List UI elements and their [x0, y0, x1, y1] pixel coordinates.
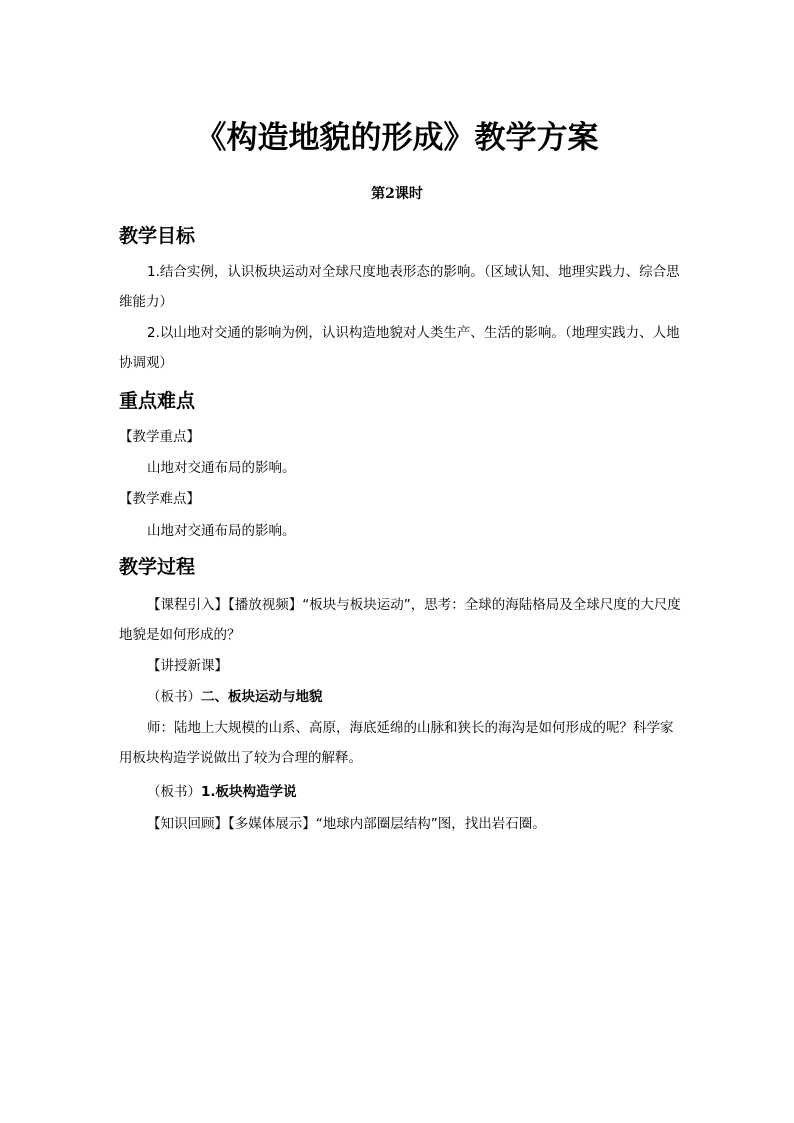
board-note-1-prefix: （板书）	[147, 689, 201, 705]
objective-item-2: 2.以山地对交通的影响为例，认识构造地貌对人类生产、生活的影响。（地理实践力、人地协调观）	[119, 325, 680, 371]
lesson-period: 第2课时	[371, 186, 423, 202]
key-points-heading: 重点难点	[119, 390, 196, 412]
difficulty-label: 【教学难点】	[119, 491, 200, 507]
board-note-1-text: 二、板块运动与地貌	[201, 689, 323, 705]
document-title: 《构造地貌的形成》教学方案	[195, 120, 599, 156]
new-lesson-label: 【讲授新课】	[147, 658, 228, 674]
focus-text: 山地对交通布局的影响。	[147, 460, 296, 476]
focus-label: 【教学重点】	[119, 429, 200, 445]
board-note-2-text: 1.板块构造学说	[201, 784, 297, 800]
process-heading: 教学过程	[119, 556, 196, 578]
board-note-2-prefix: （板书）	[147, 784, 201, 800]
teacher-statement: 师：陆地上大规模的山系、高原，海底延绵的山脉和狭长的海沟是如何形成的呢？科学家用板块构造学说做出了较为合理的解释。	[119, 720, 674, 766]
objective-item-1: 1.结合实例，认识板块运动对全球尺度地表形态的影响。（区域认知、地理实践力、综合思维能力）	[119, 264, 680, 310]
objectives-heading: 教学目标	[119, 225, 196, 247]
difficulty-text: 山地对交通布局的影响。	[147, 523, 296, 539]
process-intro: 【课程引入】【播放视频】“板块与板块运动”，思考：全球的海陆格局及全球尺度的大尺度地貌是如何形成的？	[119, 597, 681, 643]
board-note-2	[147, 782, 297, 802]
board-note-1	[147, 687, 323, 707]
knowledge-review: 【知识回顾】【多媒体展示】“地球内部圈层结构”图，找出岩石圈。	[147, 816, 546, 832]
